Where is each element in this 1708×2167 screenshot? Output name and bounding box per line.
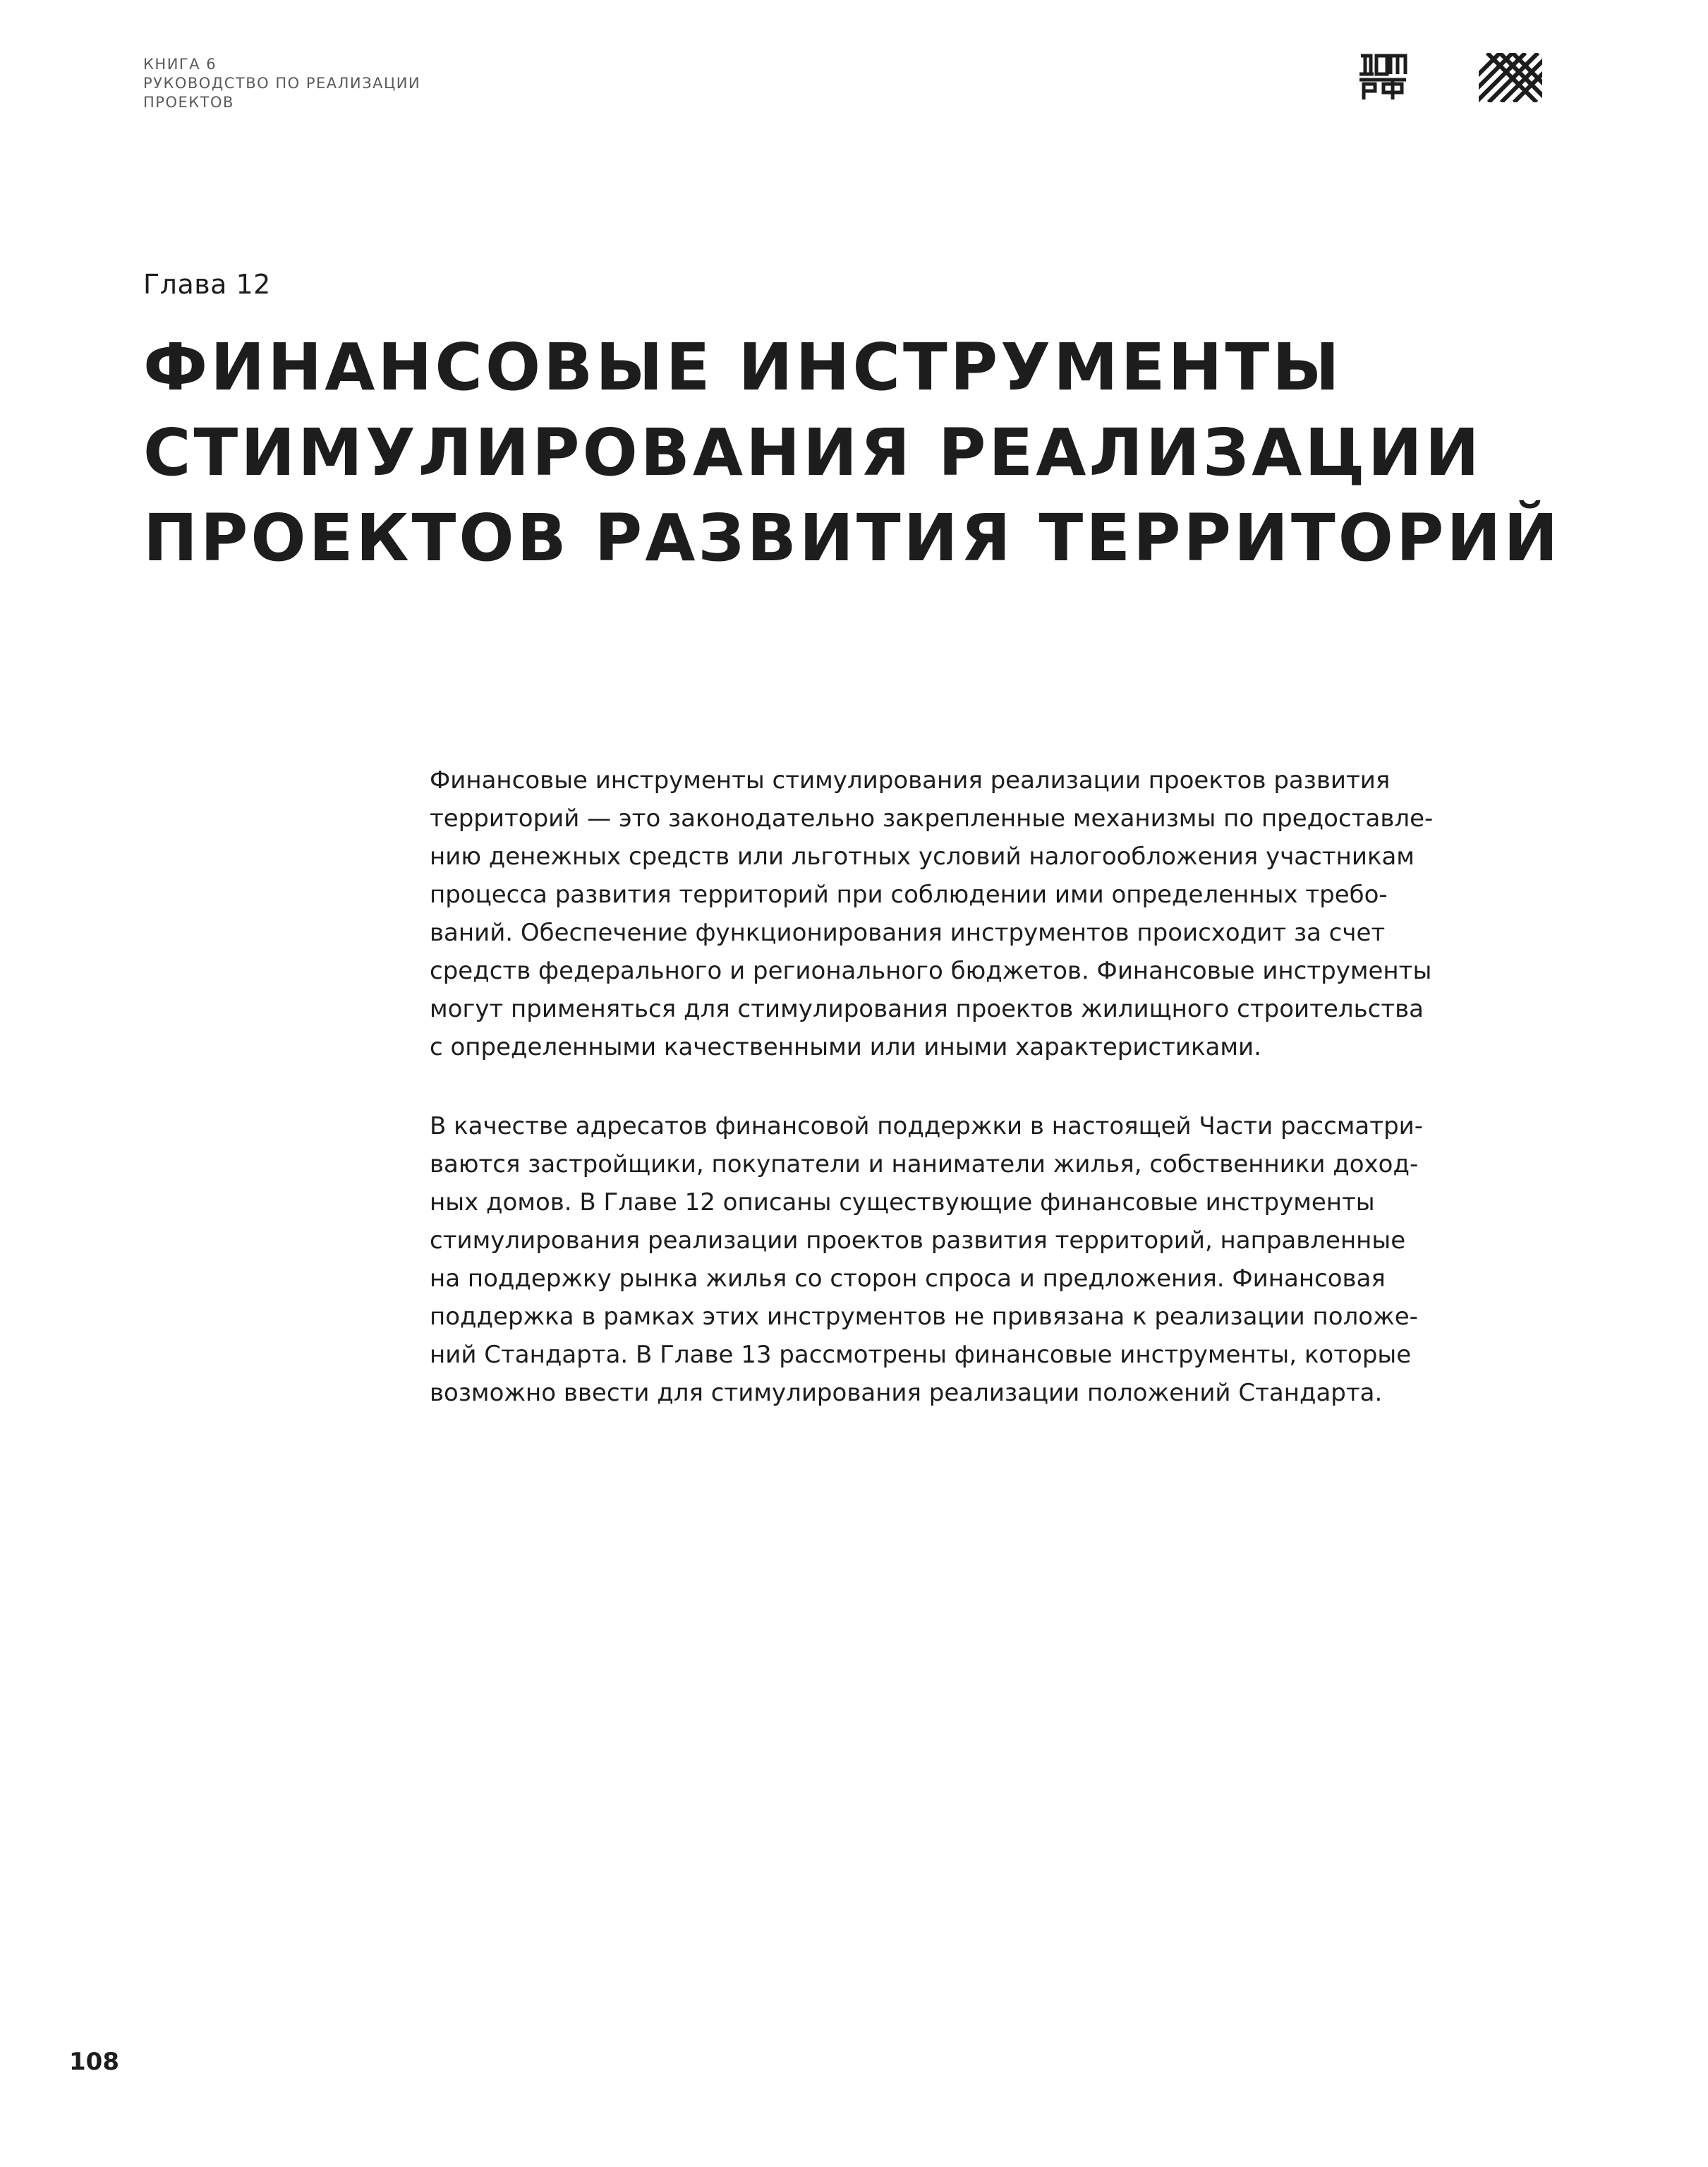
text-line: могут применяться для стимулирования проектов жилищного строительства (430, 995, 1424, 1023)
text-line: с определенными качественными или иными характеристиками. (430, 1033, 1261, 1061)
text-line: поддержка в рамках этих инструментов не привязана к реализации положе- (430, 1303, 1418, 1331)
text-line: процесса развития территорий при соблюдении ими определенных требо- (430, 881, 1388, 909)
running-header (143, 55, 420, 112)
text-line: Финансовые инструменты стимулирования реализации проектов развития (430, 766, 1391, 795)
chapter-title-line: СТИМУЛИРОВАНИЯ РЕАЛИЗАЦИИ (143, 415, 1482, 490)
text-line: средств федерального и регионального бюджетов. Финансовые инструменты (430, 957, 1432, 985)
text-line: ний Стандарта. В Главе 13 рассмотрены финансовые инструменты, которые (430, 1341, 1412, 1369)
text-line: стимулирования реализации проектов развития территорий, направленные (430, 1226, 1406, 1255)
text-line: территорий — это законодательно закрепленные механизмы по предоставле- (430, 804, 1434, 833)
page-number: 108 (69, 2048, 119, 2076)
running-header-line: КНИГА 6 (143, 56, 217, 73)
chapter-title-line: ПРОЕКТОВ РАЗВИТИЯ ТЕРРИТОРИЙ (143, 500, 1561, 576)
paragraph (430, 1107, 1573, 1412)
running-header-line: ПРОЕКТОВ (143, 94, 234, 111)
diagonal-pattern-logo (1479, 53, 1542, 102)
text-line: нию денежных средств или льготных условий налогообложения участникам (430, 843, 1415, 871)
text-line: ваний. Обеспечение функционирования инструментов происходит за счет (430, 919, 1386, 947)
text-line: на поддержку рынка жилья со сторон спроса и предложения. Финансовая (430, 1264, 1386, 1293)
running-header-line: РУКОВОДСТВО ПО РЕАЛИЗАЦИИ (143, 75, 421, 92)
text-line: В качестве адресатов финансовой поддержки в настоящей Части рассматри- (430, 1112, 1424, 1140)
paragraph (430, 761, 1573, 1066)
body-text (430, 761, 1573, 1453)
dom-rf-logo (1358, 53, 1407, 102)
chapter-label: Глава 12 (143, 269, 271, 300)
text-line: возможно ввести для стимулирования реализации положений Стандарта. (430, 1379, 1383, 1407)
chapter-title-line: ФИНАНСОВЫЕ ИНСТРУМЕНТЫ (143, 330, 1343, 405)
chapter-title (143, 325, 1561, 581)
text-line: ваются застройщики, покупатели и наниматели жилья, собственники доход- (430, 1150, 1419, 1178)
text-line: ных домов. В Главе 12 описаны существующие финансовые инструменты (430, 1188, 1375, 1217)
